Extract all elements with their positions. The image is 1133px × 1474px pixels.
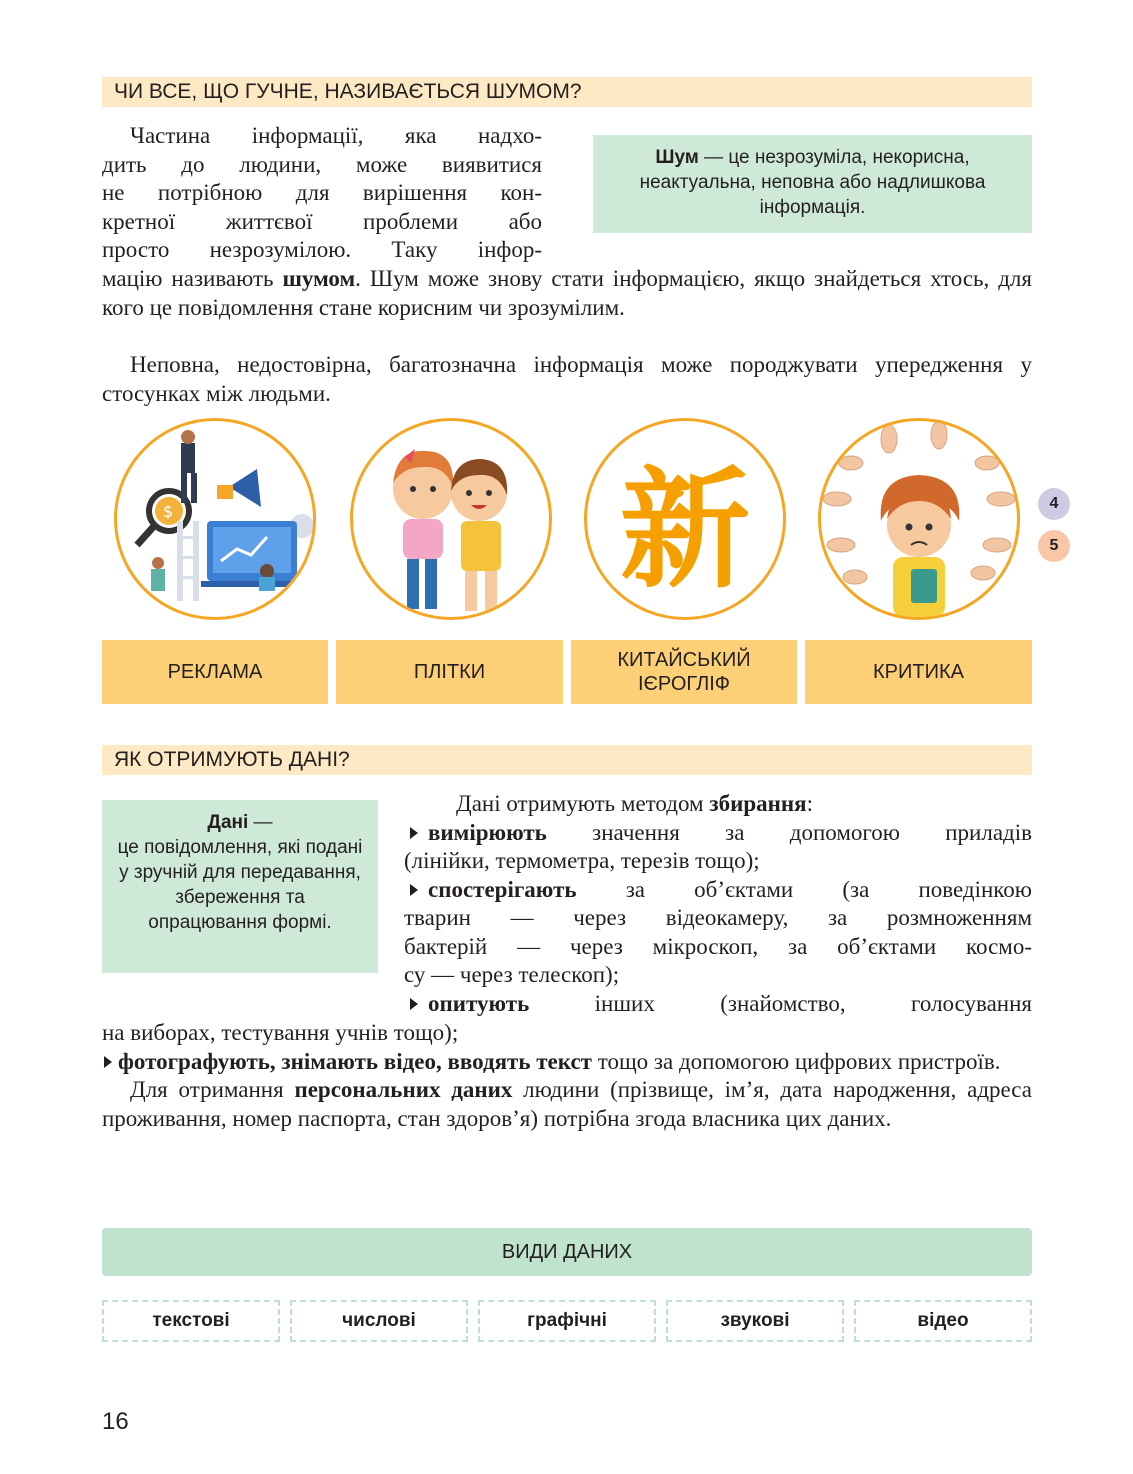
advertising-illustration	[114, 418, 316, 620]
text-run: :	[806, 791, 813, 816]
bullet-arrow-icon	[410, 827, 418, 839]
data-collection-methods	[404, 790, 1032, 1018]
text-line: дить до людини, може виявитися	[102, 151, 542, 177]
data-types-header: ВИДИ ДАНИХ	[102, 1228, 1032, 1276]
text-run: тощо за допомогою цифрових пристроїв.	[591, 1048, 1001, 1074]
text-line: (лінійки, термометра, терезів тощо);	[404, 848, 760, 873]
chapter-badge-5: 5	[1038, 530, 1070, 562]
term-noise: шумом	[282, 266, 356, 291]
section-heading-data: ЯК ОТРИМУЮТЬ ДАНІ?	[102, 745, 1032, 775]
bullet-arrow-icon	[410, 884, 418, 896]
data-type-video: відео	[854, 1300, 1032, 1342]
data-methods-continued	[102, 1019, 1032, 1133]
noise-definition-box	[593, 135, 1032, 233]
text-line: Частина інформації, яка надхо-	[130, 123, 542, 148]
criticism-illustration	[818, 418, 1020, 620]
text-run: людини (прізвище, ім’я, дата народження, адреса проживання, номер паспорта, стан здоров’я) потрібна згода власника цих даних.	[102, 1077, 1032, 1131]
page-number: 16	[102, 1408, 129, 1435]
method-term: вимірюють	[428, 819, 547, 845]
text-run: мацію називають	[102, 266, 283, 291]
definition-text: це повідомлення, які подані у зручній для передавання, збереження та опрацювання формі.	[117, 837, 363, 933]
data-type-numeric: числові	[290, 1300, 468, 1342]
method-term: опитують	[428, 990, 530, 1016]
text-line: бактерій — через мікроскоп, за об’єктами космо-	[404, 933, 1032, 959]
data-type-text: текстові	[102, 1300, 280, 1342]
text-run: Для отримання	[130, 1077, 295, 1102]
text-run: за об’єктами (за поведінкою	[576, 876, 1032, 902]
text-line: су — через телескоп);	[404, 962, 620, 987]
term-collection: збирання	[709, 791, 807, 816]
bullet-arrow-icon	[104, 1056, 112, 1068]
label-gossip: ПЛІТКИ	[336, 640, 563, 704]
gossip-illustration	[350, 418, 552, 620]
method-term: фотографують, знімають відео, вводять текст	[118, 1048, 592, 1074]
text-line: кретної життєвої проблеми або	[102, 208, 542, 234]
definition-term: Дані	[207, 812, 249, 833]
text-line: не потрібною для вирішення кон-	[102, 180, 542, 205]
label-advertising: РЕКЛАМА	[102, 640, 328, 704]
definition-term: Шум	[655, 147, 699, 168]
section-heading-noise: ЧИ ВСЕ, ЩО ГУЧНЕ, НАЗИВАЄТЬСЯ ШУМОМ?	[102, 77, 1032, 107]
definition-dash: —	[248, 812, 273, 833]
noise-paragraph-continuation	[102, 265, 1032, 322]
hieroglyph-illustration	[584, 418, 786, 620]
svg-text:$: $	[163, 502, 174, 521]
chapter-badge-4: 4	[1038, 488, 1070, 520]
data-definition-box	[102, 800, 378, 973]
data-type-audio: звукові	[666, 1300, 844, 1342]
bullet-arrow-icon	[410, 998, 418, 1010]
label-criticism: КРИТИКА	[805, 640, 1032, 704]
method-observe	[404, 876, 1032, 905]
gossiping-children-icon	[353, 421, 549, 617]
text-run: . Шум може знову стати інформацією, якщо знайдеться хтось, для кого це повідомлення стане корисним чи зрозумілим.	[102, 266, 1032, 320]
label-hieroglyph	[571, 640, 797, 704]
text-run: значення за допомогою приладів	[546, 819, 1032, 845]
chinese-hieroglyph: 新	[619, 453, 750, 606]
noise-paragraph-lines	[102, 122, 542, 265]
label-text: КИТАЙСЬКИЙ ІЄРОГЛІФ	[617, 649, 751, 695]
advertising-icon	[117, 421, 313, 617]
text-line: тварин — через відеокамеру, за розмноженням	[404, 905, 1032, 930]
text-line: на виборах, тестування учнів тощо);	[102, 1020, 459, 1045]
method-digital	[102, 1048, 1032, 1077]
method-survey	[404, 990, 1032, 1019]
criticized-girl-icon	[821, 421, 1017, 617]
data-type-graphic: графічні	[478, 1300, 656, 1342]
term-personal-data: персональних даних	[294, 1077, 513, 1102]
text-run: Дані отримують методом	[456, 791, 710, 816]
method-measure	[404, 819, 1032, 848]
personal-data-paragraph	[102, 1076, 1032, 1133]
text-line: просто незрозумілою. Таку інфор-	[102, 237, 542, 262]
text-run: інших (знайомство, голосування	[529, 990, 1032, 1016]
method-term: спостерігають	[428, 876, 577, 902]
bias-paragraph: Неповна, недостовірна, багатозначна інформація може породжувати упередження у стосунках між людьми.	[102, 352, 1032, 406]
methods-intro	[404, 790, 1032, 819]
definition-text: — це незрозуміла, некорисна, неактуальна, неповна або надлишкова інформація.	[639, 147, 986, 218]
